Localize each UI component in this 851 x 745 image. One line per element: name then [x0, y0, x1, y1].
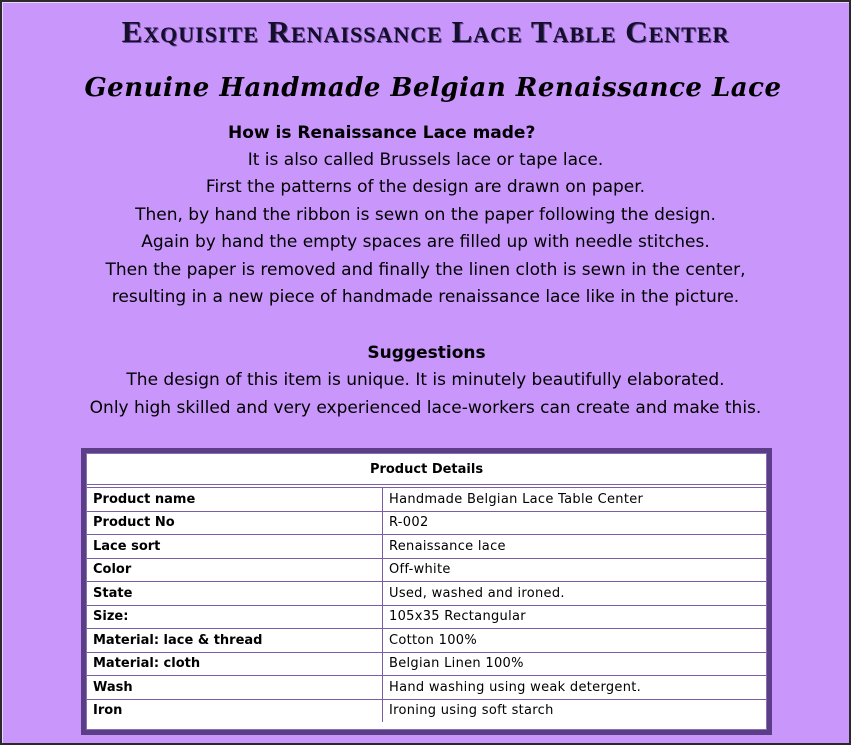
row-label: Size:: [87, 605, 383, 629]
page-title: Exquisite Renaissance Lace Table Center: [121, 14, 730, 49]
how-made-line: First the patterns of the design are drawn on paper.: [205, 177, 646, 197]
row-value: Belgian Linen 100%: [383, 652, 767, 676]
how-made-line: Again by hand the empty spaces are filled up with needle stitches.: [141, 232, 710, 252]
row-value: Off-white: [383, 558, 767, 582]
suggestions-line: The design of this item is unique. It is minutely beautifully elaborated.: [126, 370, 725, 390]
row-value: R-002: [383, 511, 767, 535]
row-value: 105x35 Rectangular: [383, 605, 767, 629]
row-label: Material: lace & thread: [87, 629, 383, 653]
table-row: [87, 605, 766, 629]
row-value: Renaissance lace: [383, 535, 767, 559]
row-label: Material: cloth: [87, 652, 383, 676]
row-label: Product name: [87, 488, 383, 512]
row-value: Ironing using soft starch: [389, 703, 554, 719]
product-details-frame: [81, 448, 772, 735]
how-made-line: Then, by hand the ribbon is sewn on the paper following the design.: [135, 205, 716, 225]
how-made-line: resulting in a new piece of handmade renaissance lace like in the picture.: [111, 287, 740, 307]
row-label: Wash: [87, 676, 383, 700]
row-value: Hand washing using weak detergent.: [383, 676, 767, 700]
suggestions-line: Only high skilled and very experienced lace-workers can create and make this.: [89, 398, 762, 418]
product-details-panel: [86, 453, 767, 730]
table-row: [87, 488, 766, 512]
table-row: [87, 535, 766, 559]
table-row: [87, 511, 766, 535]
table-row: [87, 699, 766, 722]
row-label: Lace sort: [87, 535, 383, 559]
page-subtitle: Genuine Handmade Belgian Renaissance Lace: [84, 73, 782, 103]
row-label: Product No: [87, 511, 383, 535]
row-value: Handmade Belgian Lace Table Center: [383, 488, 767, 512]
table-row: [87, 558, 766, 582]
row-value: Used, washed and ironed.: [383, 582, 767, 606]
row-value: Cotton 100%: [383, 629, 767, 653]
how-made-line: It is also called Brussels lace or tape lace.: [247, 150, 604, 170]
row-label: Color: [87, 558, 383, 582]
table-row: [87, 652, 766, 676]
suggestions-heading: Suggestions: [367, 343, 486, 363]
how-made-heading: How is Renaissance Lace made?: [228, 123, 536, 143]
product-details-heading: Product Details: [87, 454, 766, 485]
row-label: Iron: [87, 699, 383, 722]
row-label: State: [87, 582, 383, 606]
product-details-table: [87, 454, 766, 722]
table-row: [87, 676, 766, 700]
table-row: [87, 629, 766, 653]
table-row: [87, 582, 766, 606]
how-made-line: Then the paper is removed and finally the linen cloth is sewn in the center,: [105, 260, 746, 280]
